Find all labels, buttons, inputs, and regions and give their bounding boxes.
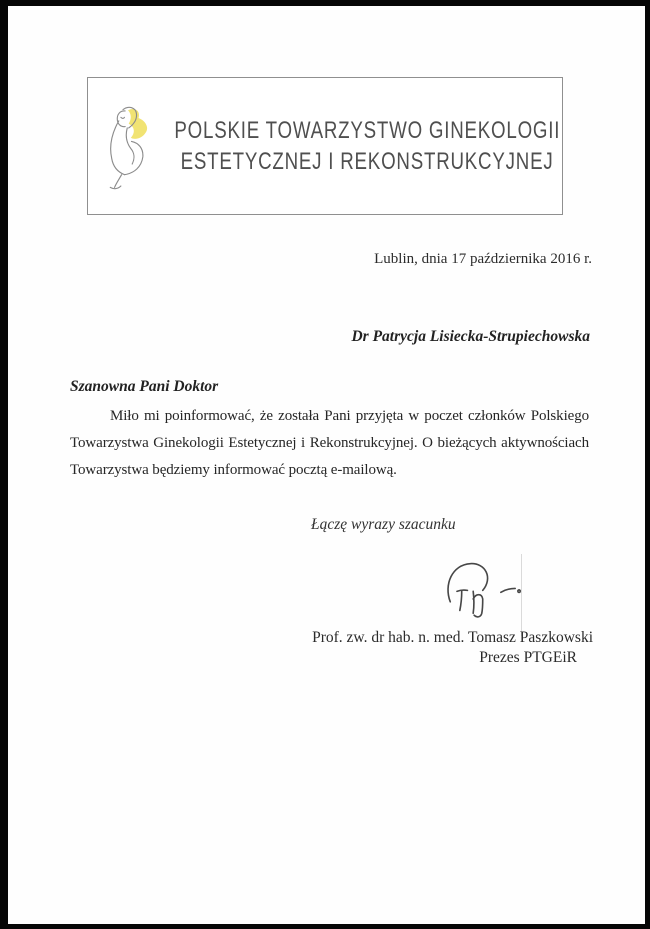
body-paragraph [70,403,589,484]
signer-block [312,628,593,668]
body-line-3: Towarzystwa będziemy informować pocztą e-mailową. [70,462,397,478]
org-name-line2: ESTETYCZNEJ I REKONSTRUKCYJNEJ [180,148,554,175]
dateline: Lublin, dnia 17 października 2016 r. [374,251,592,267]
closing-phrase: Łączę wyrazy szacunku [311,516,456,533]
salutation: Szanowna Pani Doktor [70,378,219,395]
signature-scribble-icon [435,552,540,624]
org-name [174,78,560,214]
letterhead-box [87,77,563,215]
signer-title: Prezes PTGEiR [479,649,577,666]
org-name-line1: POLSKIE TOWARZYSTWO GINEKOLOGII [174,117,560,144]
hair-highlight [128,109,147,139]
logo-woman-figure-icon [94,82,186,210]
body-line-1: Miło mi poinformować, że została Pani przyjęta w poczet członków Polskiego [110,408,589,424]
signer-name: Prof. zw. dr hab. n. med. Tomasz Paszkowski [312,629,593,646]
recipient-name: Dr Patrycja Lisiecka-Strupiechowska [351,328,590,345]
body-line-2: Towarzystwa Ginekologii Estetycznej i Rekonstrukcyjnej. O bieżących aktywnościach [70,435,589,451]
letter-page [8,6,645,924]
